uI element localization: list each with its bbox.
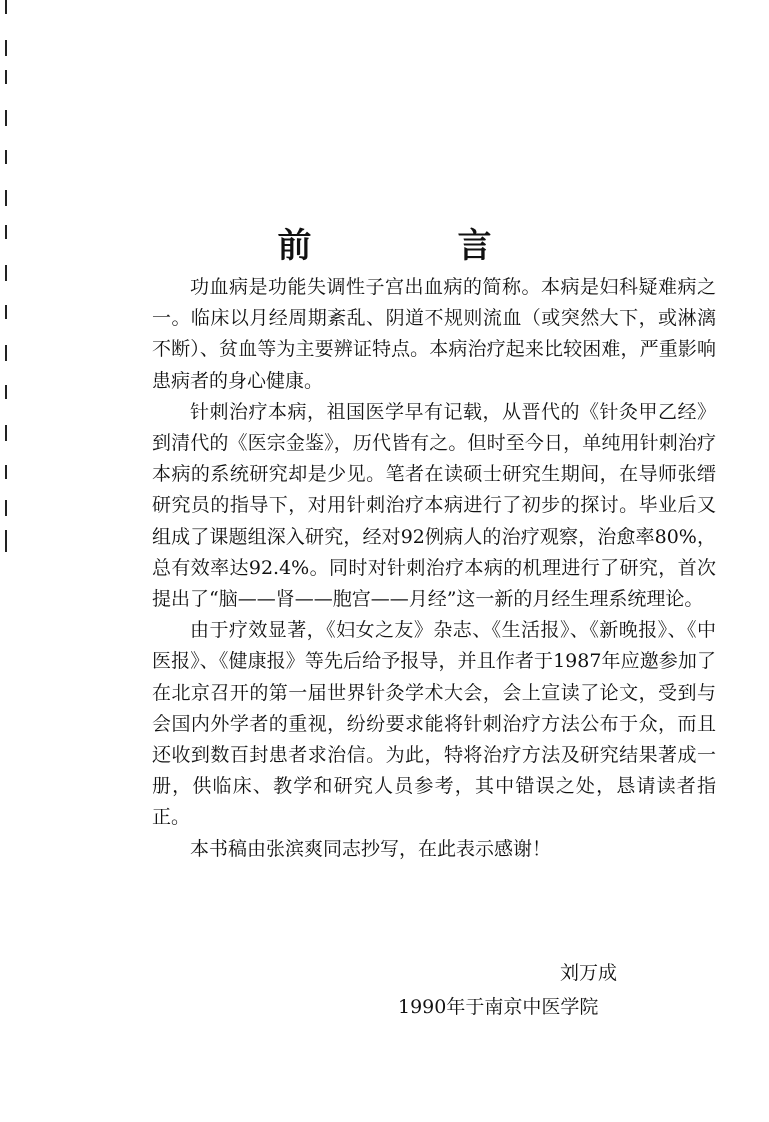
page-title: 前 言 (277, 225, 548, 266)
preface-body (152, 272, 716, 865)
paragraph-3: 由于疗效显著，《妇女之友》杂志、《生活报》、《新晚报》、《中医报》、《健康报》等先后给予报导，并且作者于1987年应邀参加了在北京召开的第一届世界针灸学术大会，会上宣读了论文，受到与会国内外学者的重视，纷纷要求能将针刺治疗方法公布于众，而且还收到数百封患者求治信。为此，特将治疗方法及研究结果著成一册，供临床、教学和研究人员参考，其中错误之处，恳请读者指正。 (152, 619, 716, 829)
paragraph-4: 本书稿由张滨爽同志抄写，在此表示感谢！ (190, 837, 552, 860)
date-place-line: 1990年于南京中医学院 (398, 996, 599, 1018)
author-signature: 刘万成 (560, 962, 618, 984)
paragraph-2: 针刺治疗本病，祖国医学早有记载，从晋代的《针灸甲乙经》到清代的《医宗金鉴》，历代皆有之。但时至今日，单纯用针刺治疗本病的系统研究却是少见。笔者在读硕士研究生期间，在导师张缙研究员的指导下，对用针刺治疗本病进行了初步的探讨。毕业后又组成了课题组深入研究，经对92例病人的治疗观察，治愈率80%，总有效率达92.4%。同时对针刺治疗本病的机理进行了研究，首次提出了“脑——肾——胞宫——月经”这一新的月经生理系统理论。 (152, 400, 716, 611)
paragraph-1: 功血病是功能失调性子宫出血病的简称。本病是妇科疑难病之一。临床以月经周期紊乱、阴道不规则流血（或突然大下，或淋漓不断）、贫血等为主要辨证特点。本病治疗起来比较困难，严重影响患病者的身心健康。 (152, 276, 716, 392)
